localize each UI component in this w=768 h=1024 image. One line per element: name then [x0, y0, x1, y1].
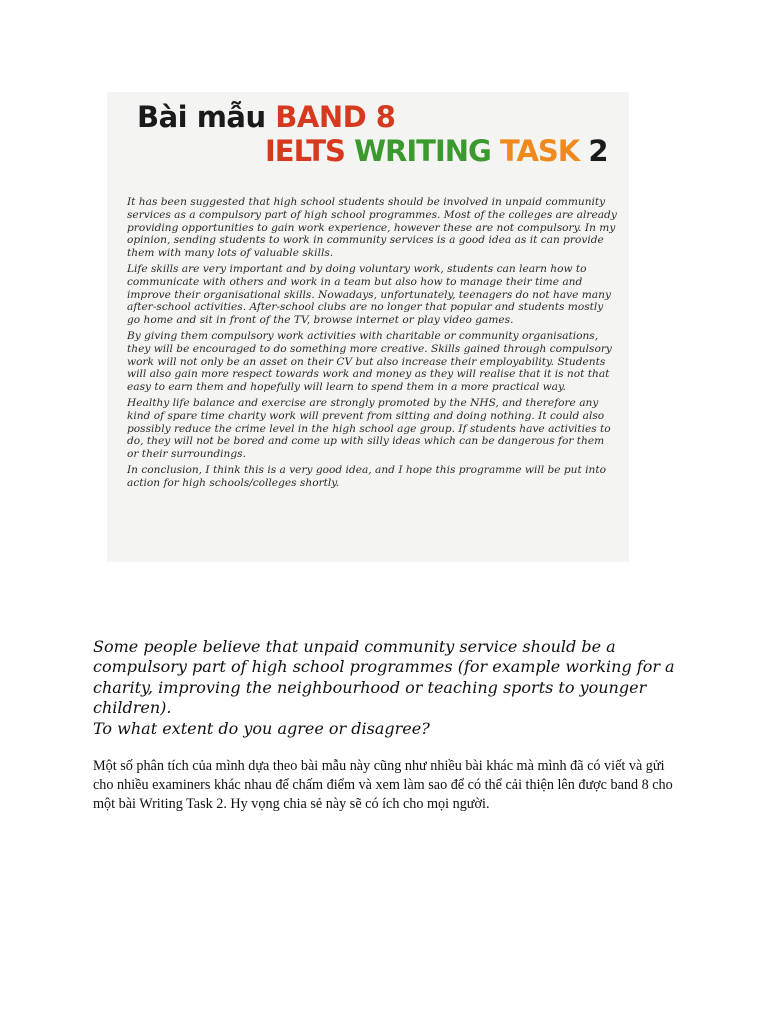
prompt-statement: Some people believe that unpaid community service should be a compulsory part of high school programmes (for example working for a charity, improving the neighbourhood or teaching sports to younger children). — [93, 637, 675, 718]
title-writing: WRITING — [354, 134, 491, 168]
essay-paragraph: By giving them compulsory work activities with charitable or community organisations, they will be encouraged to do something more creative. Skills gained through compulsory work will not only be an asset on their CV but also increase their employability. Students will also gain more respect towards work and money as they will realise that it is not that easy to earn them and hopefully will learn to spend them in a more practical way. — [127, 329, 612, 394]
title-ielts: IELTS — [265, 134, 345, 168]
essay-paragraph: Healthy life balance and exercise are strongly promoted by the NHS, and therefore any kind of spare time charity work will prevent from sitting and doing nothing. It could also possibly reduce the crime level in the high school age group. If students have activities to do, they will not be bored and come up with silly ideas which can be dangerous for them or their surroundings. — [127, 396, 611, 461]
title-task-number: 2 — [588, 134, 608, 168]
essay-prompt — [93, 637, 683, 739]
author-note: Một số phân tích của mình dựa theo bài mẫu này cũng như nhiều bài khác mà mình đã có viết và gửi cho nhiều examiners khác nhau để chấm điểm và xem làm sao để có thể cải thiện lên được band 8 cho một bài Writing Task 2. Hy vọng chia sẻ này sẽ có ích cho mọi người. — [93, 758, 673, 813]
handwritten-essay — [127, 196, 617, 493]
prompt-question: To what extent do you agree or disagree? — [93, 718, 430, 738]
title-band-accent: BAND 8 — [275, 100, 396, 134]
sample-essay-image — [107, 92, 629, 562]
essay-paragraph: In conclusion, I think this is a very good idea, and I hope this programme will be put into action for high schools/colleges shortly. — [127, 463, 606, 489]
essay-paragraph: It has been suggested that high school students should be involved in unpaid community services as a compulsory part of high school programmes. Most of the colleges are already providing opportunities to gain work experience, however these are not compulsory. In my opinion, sending students to work in community services is a good idea as it can provide them with many lots of valuable skills. — [127, 196, 617, 260]
title-task: TASK — [499, 134, 580, 168]
title-prefix: Bài mẫu — [137, 100, 266, 134]
title-band8 — [137, 100, 395, 134]
title-ielts-writing-task — [265, 134, 608, 168]
essay-paragraph: Life skills are very important and by doing voluntary work, students can learn how to communicate with others and work in a team but also how to manage their time and improve their organisational skills. Nowadays, unfortunately, teenagers do not have many after-school activities. After-school clubs are no longer that popular and students mostly go home and sit in front of the TV, browse internet or play video games. — [127, 262, 611, 327]
